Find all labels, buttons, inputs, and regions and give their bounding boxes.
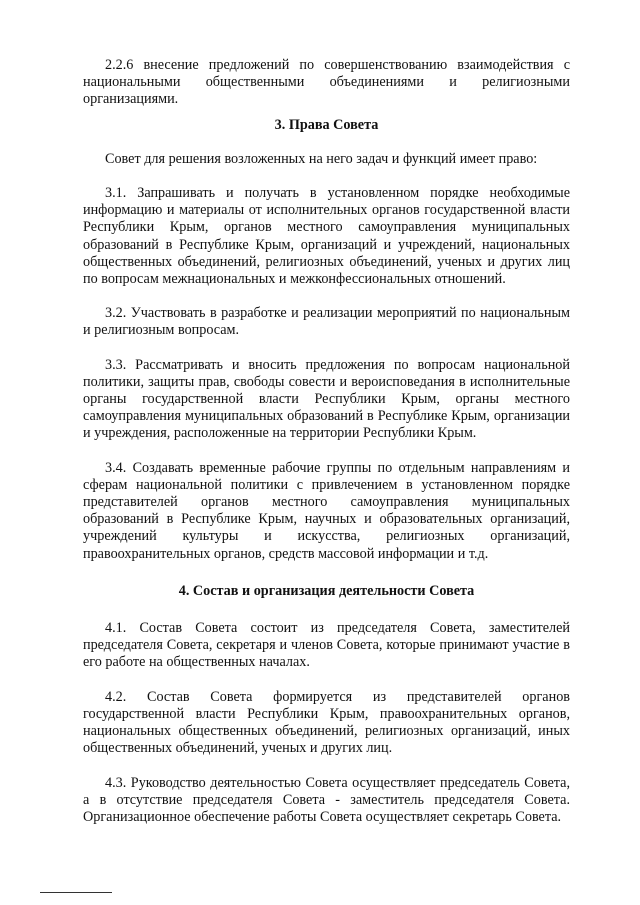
paragraph-3-1: 3.1. Запрашивать и получать в установленном порядке необходимые информацию и материалы от исполнительных органов государственной власти Республики Крым, органов местного самоуправления муниципальных образований в Республике Крым, организаций и учреждений, национальных общественных объединений, религиозных объединений, ученых и других лиц по вопросам межнациональных и межконфессиональных отношений. [83,185,570,288]
paragraph-4-1: 4.1. Состав Совета состоит из председателя Совета, заместителей председателя Совета, секретаря и членов Совета, которые принимают участие в его работе на общественных началах. [83,620,570,671]
paragraph-3-3: 3.3. Рассматривать и вносить предложения по вопросам национальной политики, защиты прав, свободы совести и вероисповедания в исполнительные органы государственной власти Республики Крым, органы местного самоуправления муниципальных образований в Республике Крым, организации и учреждения, расположенные на территории Республики Крым. [83,356,570,442]
document-page [83,57,570,826]
paragraph-4-3: 4.3. Руководство деятельностью Совета осуществляет председатель Совета, а в отсутствие председателя Совета - заместитель председателя Совета. Организационное обеспечение работы Совета осуществляет секретарь Совета. [83,774,570,825]
paragraph-3-2: 3.2. Участвовать в разработке и реализации мероприятий по национальным и религиозным вопросам. [83,305,570,339]
paragraph-3-4: 3.4. Создавать временные рабочие группы по отдельным направлениям и сферам национальной политики с привлечением в установленном порядке представителей органов местного самоуправления муниципальных образований в Республике Крым, научных и образовательных организаций, учреждений культуры и искусства, религиозных организаций, правоохранительных органов, средств массовой информации и т.д. [83,459,570,562]
paragraph-intro: Совет для решения возложенных на него задач и функций имеет право: [105,150,538,167]
section-4-heading: 4. Состав и организация деятельности Совета [178,582,475,599]
paragraph-4-2: 4.2. Состав Совета формируется из представителей органов государственной власти Республики Крым, правоохранительных органов, национальных общественных объединений, религиозных организаций, иных общественных объединений, ученых и других лиц. [83,688,570,757]
section-3-heading: 3. Права Совета [274,116,379,133]
paragraph-2-2-6: 2.2.6 внесение предложений по совершенствованию взаимодействия с национальными общественными объединениями и религиозными организациями. [83,57,570,108]
footer-divider [40,892,112,893]
